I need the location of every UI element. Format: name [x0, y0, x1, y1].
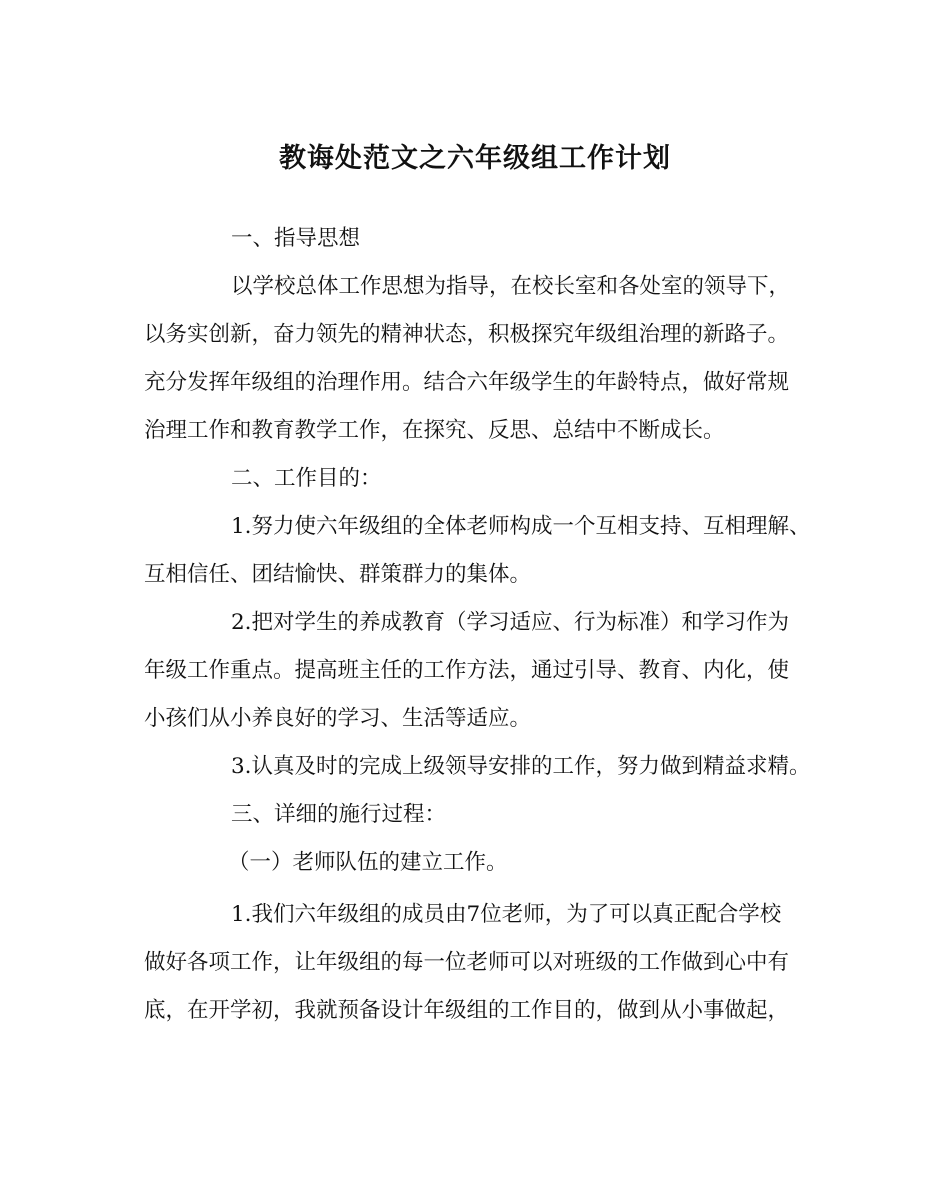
subheading-teacher-team: （一）老师队伍的建立工作。	[228, 850, 508, 875]
paragraph-line: 以务实创新，奋力领先的精神状态，积极探究年级组治理的新路子。	[144, 322, 790, 347]
paragraph-line: 底，在开学初，我就预备设计年级组的工作目的，做到从小事做起，	[144, 998, 790, 1023]
paragraph-line: 1.我们六年级组的成员由7位老师，为了可以真正配合学校	[231, 902, 782, 927]
paragraph-line: 2.把对学生的养成教育（学习适应、行为标准）和学习作为	[231, 610, 790, 635]
heading-work-goals: 二、工作目的：	[231, 466, 382, 491]
paragraph-line: 充分发挥年级组的治理作用。结合六年级学生的年龄特点，做好常规	[144, 370, 790, 395]
paragraph-line: 以学校总体工作思想为指导，在校长室和各处室的领导下，	[231, 274, 791, 299]
paragraph-line: 年级工作重点。提高班主任的工作方法，通过引导、教育、内化，使	[144, 658, 790, 683]
document-title: 教诲处范文之六年级组工作计划	[279, 143, 671, 174]
heading-implementation: 三、详细的施行过程：	[231, 802, 447, 827]
paragraph-line: 治理工作和教育教学工作，在探究、反思、总结中不断成长。	[144, 418, 725, 443]
paragraph-line: 小孩们从小养良好的学习、生活等适应。	[144, 706, 532, 731]
paragraph-line: 3.认真及时的完成上级领导安排的工作，努力做到精益求精。	[231, 754, 811, 779]
paragraph-line: 1.努力使六年级组的全体老师构成一个互相支持、互相理解、	[231, 514, 811, 539]
paragraph-line: 互相信任、团结愉快、群策群力的集体。	[144, 562, 532, 587]
heading-guiding-ideology: 一、指导思想	[231, 226, 361, 251]
paragraph-line: 做好各项工作，让年级组的每一位老师可以对班级的工作做到心中有	[144, 950, 790, 975]
